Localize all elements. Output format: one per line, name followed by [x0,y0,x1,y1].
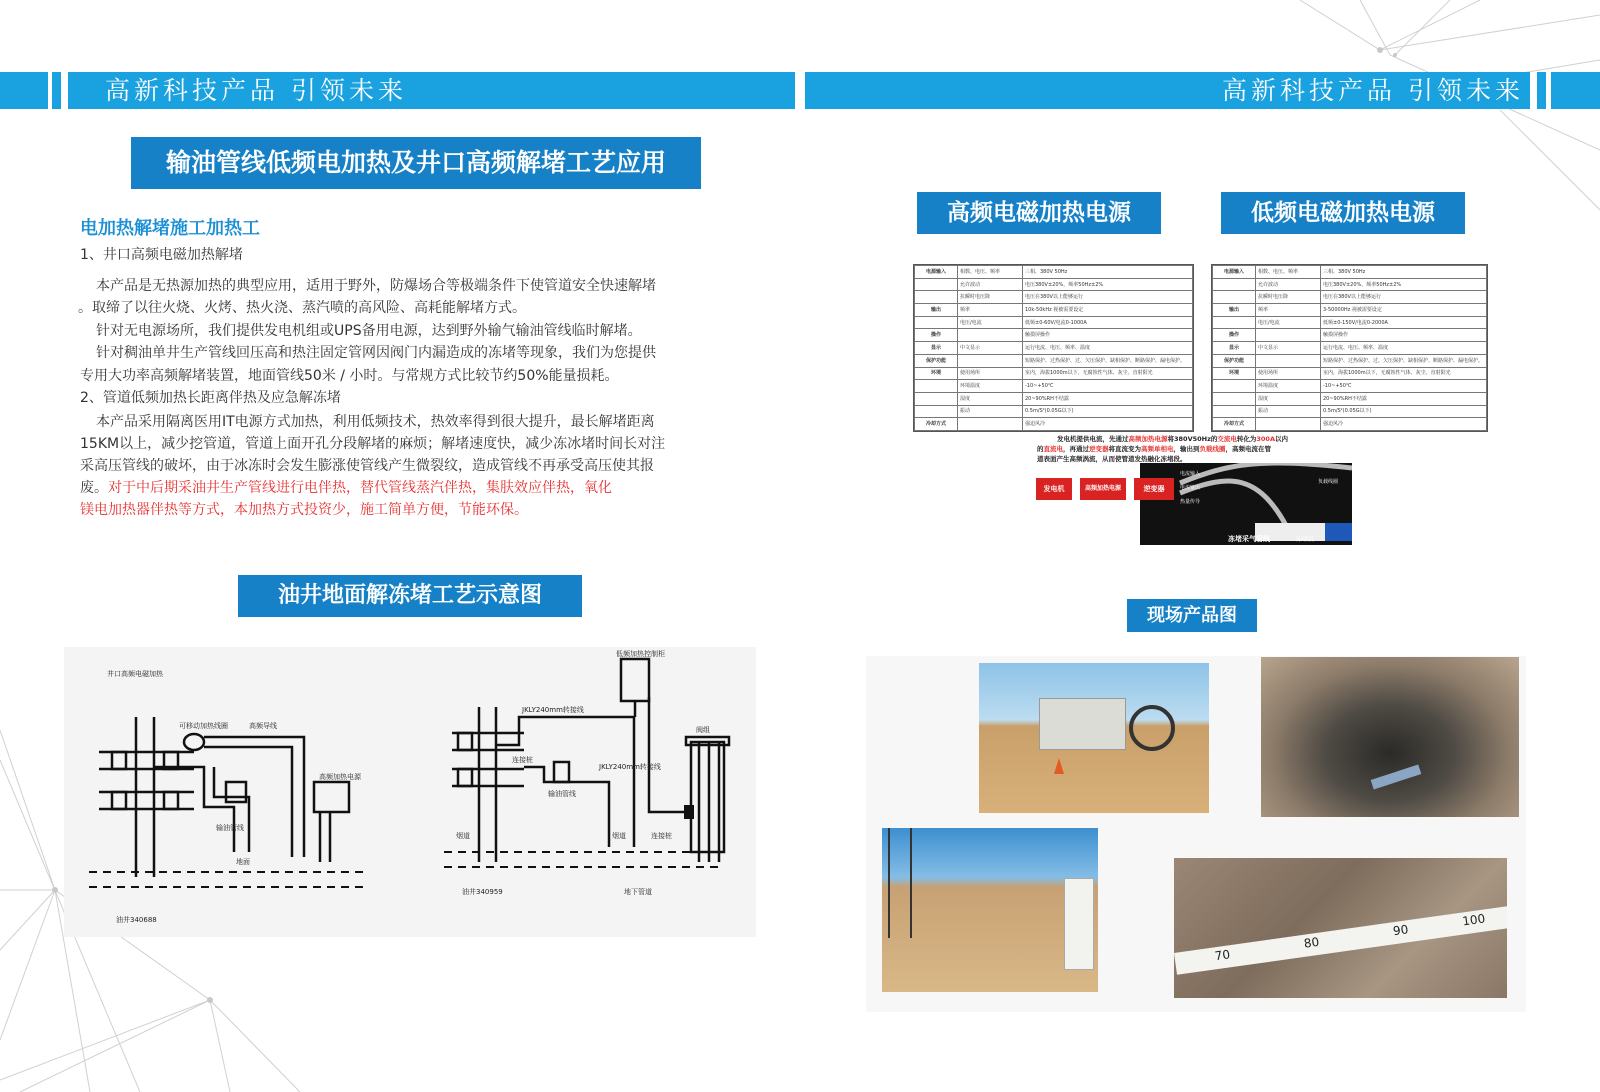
diagram-label-p: 阀组 [696,726,710,734]
flow-label-heat: 热量传导 [1180,499,1201,505]
paragraph3-line2: 专用大功率高频解堵装置，地面管线50米 / 小时。与常规方式比较节约50%能量损耗。 [80,368,619,384]
hf_table-cell [915,380,958,393]
photo-wellsite [882,828,1098,992]
item2-title: 2、管道低频加热长距离伴热及应急解冻堵 [80,390,341,406]
hf_table-cell [915,291,958,304]
lf-power-title: 低频电磁加热电源 [1221,192,1465,234]
hf_table-cell: 操作 [915,329,958,342]
hf_table-cell: 环境 [915,367,958,380]
lf_table-cell: 室内，海拔1000m以下，无腐蚀性气体、灰尘、直射阳光 [1321,367,1487,380]
flow-description [1037,434,1357,464]
lf_table-cell: 保护功能 [1213,354,1256,367]
diagram-label-g: 油井340688 [116,916,157,924]
flow-desc-line3: 道表面产生高频涡流，从而使管道发热融化冻堵段。 [1037,455,1187,463]
photo-cable-reel [1129,705,1175,751]
paragraph1-line1: 本产品是无热源加热的典型应用，适用于野外，防爆场合等极端条件下使管道安全快速解堵 [96,278,656,294]
hf_table-cell: 保护功能 [915,354,958,367]
hf_table-cell: 环境温度 [958,380,1023,393]
diagram-label-f: 高频加热电源 [319,773,361,781]
hf-power-title: 高频电磁加热电源 [917,192,1161,234]
header-band-left-stripe-2 [52,72,61,109]
hf_table-cell [915,392,958,405]
diagram-label-k: 烟道 [456,832,470,840]
lf_table-cell [1213,392,1256,405]
lf_table-cell: 输出 [1213,304,1256,317]
diagram-label-j: 输油管线 [548,790,576,798]
hf_table-cell: 冷却方式 [915,418,958,431]
diagram-title: 油井地面解冻堵工艺示意图 [238,575,582,617]
lf_table-cell: 三相、380V 50Hz [1321,266,1487,279]
lf_table-cell: 运行电流、电压、频率、温度 [1321,342,1487,355]
lf_table-cell: 电压380V±20%，频率50Hz±2% [1321,278,1487,291]
hf_table-row [915,304,1193,317]
lf_table-cell [1256,418,1321,431]
lf_table-cell: 3-50000Hz 视被需要设定 [1321,304,1487,317]
lf_table-cell [1213,405,1256,418]
photo-cabinet [1064,878,1094,970]
hf_table-cell: 短路保护、过热保护、过、欠压保护、缺相保护、断路保护、漏电保护。 [1023,354,1193,367]
lf_table-row [1213,278,1487,291]
hf-spec-grid [914,265,1193,431]
flow-box-inverter: 逆变器 [1134,478,1174,500]
photo-generator-site [979,663,1209,813]
lf_table-row [1213,418,1487,431]
hf_table-cell: 使用场所 [958,367,1023,380]
lf_table-cell: 强迫风冷 [1321,418,1487,431]
diagram-label-e: 地面 [236,858,250,866]
paragraph4-line5: 镁电加热器伴热等方式，本加热方式投资少，施工简单方便，节能环保。 [80,502,528,518]
hf_table-row [915,291,1193,304]
lf_table-cell: 电源输入 [1213,266,1256,279]
hf_table-cell: 三相、380V 50Hz [1023,266,1193,279]
hf_table-cell: 显示 [915,342,958,355]
lf_table-cell: 触摸屏操作 [1321,329,1487,342]
paragraph3-line1: 针对稠油单井生产管线回压高和热注固定管网因阀门内漏造成的冻堵等现象，我们为您提供 [96,345,656,361]
paragraph4-line1: 本产品采用隔离医用IT电源方式加热，利用低频技术，热效率得到很大提升，最长解堵距离 [96,414,655,430]
item1-title: 1、井口高频电磁加热解堵 [80,247,243,263]
flow-tag-frozen: 冻堵段 [1296,536,1315,543]
lf_table-cell [1213,316,1256,329]
flow-desc-line1: 发电机提供电流，先通过高频加热电源将380V50Hz的交流电转化为300A以内 [1057,435,1288,443]
photo-pipe [1371,765,1422,790]
header-band-left-stripe [0,72,48,109]
hf-spec-table [913,264,1194,432]
flow-label-in: 电流输入 [1180,471,1201,477]
lf_table-row [1213,342,1487,355]
hf_table-row [915,266,1193,279]
lf-spec-table [1211,264,1488,432]
ruler-mark-80: 80 [1303,934,1321,951]
hf_table-cell: 频率 [958,304,1023,317]
lf_table-cell: 环境 [1213,367,1256,380]
flow-pipe-curves [1140,463,1352,545]
hf_table-cell: 触摸屏操作 [1023,329,1193,342]
lf_table-cell [1213,278,1256,291]
lf_table-cell: 频率 [1256,304,1321,317]
flow-desc-line2: 的直流电，再通过逆变器将直流变为高频单相电，输出到负载线圈，高频电流在管 [1037,445,1271,453]
header-slogan-left: 高新科技产品 引领未来 [105,76,407,105]
hf_table-cell: 强迫风冷 [1023,418,1193,431]
hf_table-cell [958,329,1023,342]
ruler-mark-90: 90 [1392,922,1410,939]
lf_table-cell: 0.5m/S²(0.05G以下) [1321,405,1487,418]
lf_table-row [1213,392,1487,405]
hf_table-row [915,354,1193,367]
lf_table-row [1213,380,1487,393]
lf_table-cell: 湿度 [1256,392,1321,405]
paragraph4-line2: 15KM以上，减少挖管道，管道上面开孔分段解堵的麻烦；解堵速度快，减少冻冰堵时间长对注 [80,436,666,452]
lf_table-cell: 抗瞬时电压降 [1256,291,1321,304]
flow-box-hf-power: 高频加热电源 [1080,478,1126,500]
hf_table-cell: 10k-50kHz 视被需要设定 [1023,304,1193,317]
lf_table-cell: -10~+50℃ [1321,380,1487,393]
hf_table-cell: 0.5m/S²(0.05G以下) [1023,405,1193,418]
lf_table-cell: 冷却方式 [1213,418,1256,431]
hf_table-row [915,418,1193,431]
header-slogan-right: 高新科技产品 引领未来 [1222,76,1524,105]
lf_table-cell: 显示 [1213,342,1256,355]
hf_table-cell: 运行电流、电压、频率、温度 [1023,342,1193,355]
lf_table-cell [1213,291,1256,304]
hf_table-row [915,405,1193,418]
hf_table-row [915,316,1193,329]
lf_table-cell: 允许波动 [1256,278,1321,291]
hf_table-row [915,278,1193,291]
lf_table-cell: 振动 [1256,405,1321,418]
lf_table-row [1213,367,1487,380]
photo-excavated-pipe [1261,657,1519,817]
hf_table-row [915,392,1193,405]
hf_table-cell: 振动 [958,405,1023,418]
hf_table-cell: 电压在380V以上能够运行 [1023,291,1193,304]
lf_table-row [1213,291,1487,304]
lf_table-row [1213,354,1487,367]
paragraph4-line4 [80,477,612,500]
flow-label-coil: 负载线圈 [1318,479,1339,485]
ruler-mark-70: 70 [1213,947,1231,964]
hf_table-cell [958,354,1023,367]
photo-generator-box [1039,698,1126,750]
flow-label-out: 电流输出 [1180,485,1201,491]
photo-cone [1054,758,1064,774]
lf_table-cell: 使用场所 [1256,367,1321,380]
diagram-label-q: 油井340959 [462,888,503,896]
hf_table-cell: 电压380V±20%，频率50Hz±2% [1023,278,1193,291]
hf_table-cell: 电源输入 [915,266,958,279]
lf-spec-grid [1212,265,1487,431]
paragraph2-line1: 针对无电源场所，我们提供发电机组或UPS备用电源，达到野外输气输油管线临时解堵。 [96,323,642,339]
photos-title: 现场产品图 [1127,599,1257,632]
diagram-label-o: 低频加热控制柜 [616,650,665,658]
diagram-label-h: JKLY240mm转接线 [522,706,584,714]
diagram-label-n: 连接桩 [651,832,672,840]
lf_table-cell: 短路保护、过热保护、过、欠压保护、缺相保护、断路保护、漏电保护。 [1321,354,1487,367]
lf_table-cell: 20~90%RH不结露 [1321,392,1487,405]
hf_table-cell [915,405,958,418]
diagram-label-l: JKLY240mm转接线 [599,763,661,771]
diagram-label-m: 烟道 [612,832,626,840]
lf_table-cell: 中文显示 [1256,342,1321,355]
hf_table-row [915,367,1193,380]
diagram-label-a: 井口高频电磁加热 [107,670,163,678]
hf_table-cell: 电压/电流 [958,316,1023,329]
flow-pipe-label: 冻堵采气管线 [1228,535,1270,543]
diagram-label-c: 高频导线 [249,722,277,730]
hf_table-row [915,380,1193,393]
hf_table-cell: 相数、电压、频率 [958,266,1023,279]
process-diagram-panel [64,647,756,937]
header-band-right-stripe [1537,72,1546,109]
hf_table-cell: 20~90%RH不结露 [1023,392,1193,405]
diagram-label-r: 地下管道 [624,888,652,896]
lf_table-cell: 低频±0-150V/电流0-2000A [1321,316,1487,329]
flow-box-generator: 发电机 [1036,478,1072,500]
lf_table-row [1213,329,1487,342]
photo-ground-ruler [1174,858,1507,998]
hf_table-cell [915,278,958,291]
hf_table-row [915,342,1193,355]
hf_table-cell: 低频±0-60V/电流0-1000A [1023,316,1193,329]
lf_table-cell: 电压/电流 [1256,316,1321,329]
hf_table-row [915,329,1193,342]
photo-derrick [888,828,912,938]
photo-ruler [1174,906,1507,975]
lf_table-row [1213,316,1487,329]
hf_table-cell: 允许波动 [958,278,1023,291]
hf_table-cell: -10~+50℃ [1023,380,1193,393]
lf_table-cell: 电压在380V以上能够运行 [1321,291,1487,304]
hf_table-cell: 中文显示 [958,342,1023,355]
diagram-label-d: 输油管线 [216,824,244,832]
lf_table-cell [1213,380,1256,393]
lf_table-cell [1256,354,1321,367]
hf_table-cell: 湿度 [958,392,1023,405]
hf_table-cell [915,316,958,329]
hf_table-cell: 抗瞬时电压降 [958,291,1023,304]
ruler-mark-100: 100 [1461,911,1487,929]
lf_table-cell: 操作 [1213,329,1256,342]
main-title: 输油管线低频电加热及井口高频解堵工艺应用 [131,137,701,189]
lf_table-row [1213,304,1487,317]
diagram-label-i: 连接桩 [512,756,533,764]
header-band-right-stripe-2 [1551,72,1600,109]
lf_table-cell: 相数、电压、频率 [1256,266,1321,279]
paragraph4-line4-red: 对于中后期采油井生产管线进行电伴热，替代管线蒸汽伴热，集肤效应伴热，氧化 [108,480,612,496]
lf_table-cell: 环境温度 [1256,380,1321,393]
paragraph4-line3: 采高压管线的破坏，由于冰冻时会发生膨涨使管线产生微裂纹，造成管线不再承受高压使其报 [80,458,654,474]
lf_table-row [1213,266,1487,279]
paragraph4-line4-black: 废。 [80,480,108,496]
diagram-label-b: 可移动加热线圈 [179,722,228,730]
hf_table-cell: 输出 [915,304,958,317]
hf_table-cell [958,418,1023,431]
process-diagram [64,647,756,937]
section-heading: 电加热解堵施工加热工 [80,218,260,239]
paragraph1-line2: 。取缔了以往火烧、火烤、热火浇、蒸汽喷的高风险、高耗能解堵方式。 [78,300,526,316]
lf_table-cell [1256,329,1321,342]
hf_table-cell: 室内，海拔1000m以下，无腐蚀性气体、灰尘、直射阳光 [1023,367,1193,380]
lf_table-row [1213,405,1487,418]
